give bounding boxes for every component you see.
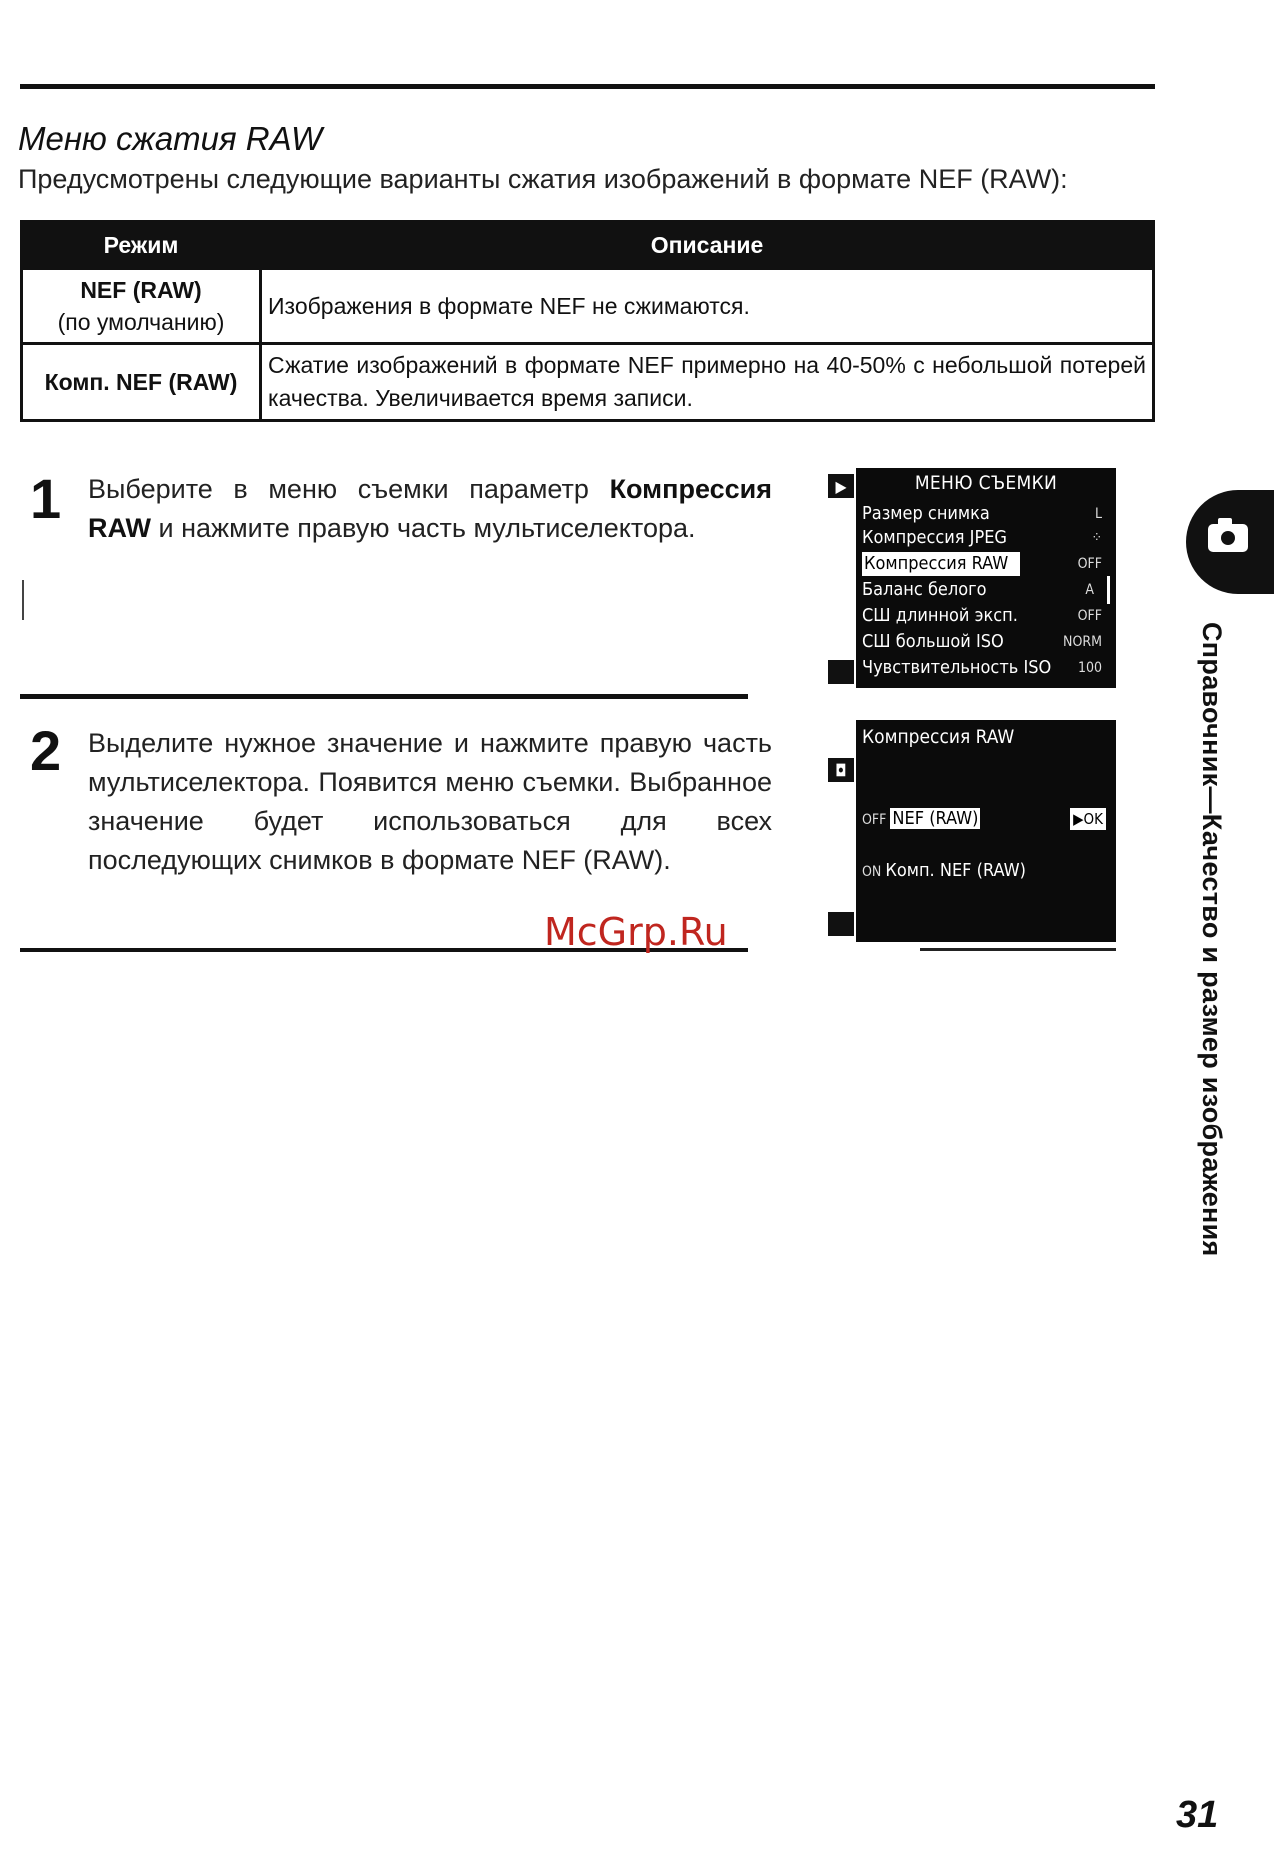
option-compressed-nef[interactable] xyxy=(862,858,1026,885)
step-1-text-b: и нажмите правую часть мультиселектора. xyxy=(151,513,696,543)
menu-item-value: L xyxy=(1094,506,1102,522)
menu-item[interactable] xyxy=(862,656,1108,680)
list-icon: ▢ xyxy=(834,862,848,882)
description-cell: Изображения в формате NEF не сжимаются. xyxy=(261,269,1154,344)
screen-underline xyxy=(920,948,1116,951)
menu-item-label: Чувствительность ISO xyxy=(862,657,1052,678)
help-icon xyxy=(828,912,854,936)
camera-icon: ◘ xyxy=(835,514,847,534)
header-description: Описание xyxy=(261,222,1154,269)
step-2-text: Выделите нужное значение и нажмите правую часть мультиселектора. Появится меню съемки. Выбранное значение будет использоваться для всех последующих снимков в формате NEF (RAW). xyxy=(88,728,772,875)
table-row xyxy=(22,344,1154,421)
menu-item-label: СШ большой ISO xyxy=(862,631,1004,652)
section-tab xyxy=(1186,490,1274,594)
mode-cell xyxy=(22,269,261,344)
mode-name: Комп. NEF (RAW) xyxy=(44,369,238,395)
menu-item[interactable] xyxy=(862,502,1108,526)
list-icon: ▤ xyxy=(834,594,848,614)
menu-item-value: OFF xyxy=(1077,608,1102,624)
option-tag: OFF xyxy=(862,812,887,828)
menu-item-selected[interactable] xyxy=(862,552,1108,576)
step-1-text-a: Выберите в меню съемки параметр xyxy=(88,474,610,504)
menu-item[interactable] xyxy=(862,604,1108,628)
scrollbar xyxy=(1107,576,1110,604)
pencil-icon: ✎ xyxy=(834,802,848,822)
compression-table xyxy=(20,220,1155,422)
pencil-icon: ✎ xyxy=(834,542,848,562)
section-title: Меню сжатия RAW xyxy=(18,120,323,157)
screen-title: Компрессия RAW xyxy=(862,726,1015,748)
menu-tabs xyxy=(826,720,856,942)
mode-name: NEF (RAW) xyxy=(80,277,202,303)
scan-speck xyxy=(22,580,24,620)
ok-button[interactable]: ▶OK xyxy=(1070,808,1106,830)
menu-item-value: ⁘ xyxy=(1091,530,1102,546)
top-rule xyxy=(20,84,1155,89)
step-1-text xyxy=(88,470,772,548)
section-intro: Предусмотрены следующие варианты сжатия изображений в формате NEF (RAW): xyxy=(18,164,1068,194)
playback-icon: ▸ xyxy=(837,728,845,748)
camera-screen-shooting-menu xyxy=(826,468,1116,688)
menu-item-value: OFF xyxy=(1077,556,1102,572)
watermark: McGrp.Ru xyxy=(544,910,728,954)
description-cell: Сжатие изображений в формате NEF примерно на 40-50% с небольшой потерей качества. Увеличивается время записи. xyxy=(261,344,1154,421)
playback-icon: ▶ xyxy=(828,474,854,498)
menu-tabs xyxy=(826,468,856,688)
menu-item[interactable] xyxy=(862,578,1108,602)
help-icon xyxy=(828,660,854,684)
camera-icon xyxy=(1208,524,1248,552)
camera-screen-raw-compression xyxy=(826,720,1116,942)
menu-item-label: Размер снимка xyxy=(862,503,990,524)
menu-item-label: СШ длинной эксп. xyxy=(862,605,1018,626)
step-separator xyxy=(20,694,748,699)
menu-item-value: A xyxy=(1085,582,1094,598)
menu-item-value: NORM xyxy=(1063,634,1102,650)
option-tag: ON xyxy=(862,864,882,880)
menu-item-label: Баланс белого xyxy=(862,579,987,600)
mode-default: (по умолчанию) xyxy=(57,309,225,335)
chapter-label: Справочник—Качество и размер изображения xyxy=(1197,622,1227,1257)
menu-item-label: Компрессия JPEG xyxy=(862,527,1007,548)
wrench-icon: Y xyxy=(836,568,846,588)
menu-item-value: 100 xyxy=(1077,660,1102,676)
step-2-number: 2 xyxy=(30,719,62,782)
menu-item[interactable] xyxy=(862,630,1108,654)
step-1-number: 1 xyxy=(30,467,62,530)
option-label: Комп. NEF (RAW) xyxy=(885,860,1026,881)
table-row xyxy=(22,269,1154,344)
screen-title: МЕНЮ СЪЕМКИ xyxy=(914,472,1058,494)
page-number: 31 xyxy=(1176,1794,1219,1836)
option-label: NEF (RAW) xyxy=(892,808,979,829)
option-nef-raw[interactable] xyxy=(862,806,980,833)
camera-icon: ◘ xyxy=(828,758,854,782)
menu-item[interactable] xyxy=(862,526,1108,550)
step-1-bold: Компрессия RAW xyxy=(88,474,772,543)
menu-item-label: Компрессия RAW xyxy=(862,552,1020,576)
mode-cell xyxy=(22,344,261,421)
header-mode: Режим xyxy=(22,222,261,269)
